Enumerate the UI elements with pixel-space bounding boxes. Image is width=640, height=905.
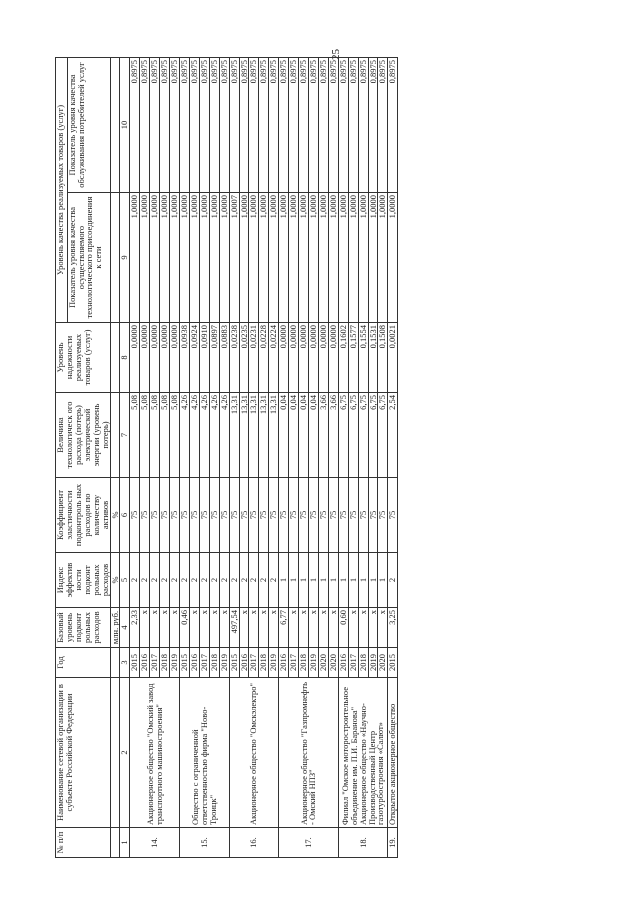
reliability: 0,1531	[368, 323, 378, 393]
efficiency-index: 2	[388, 553, 398, 608]
efficiency-index: 2	[160, 553, 170, 608]
loss-level: 3,66	[328, 393, 338, 478]
org-number: 19.	[388, 828, 398, 858]
base-level: х	[160, 608, 170, 648]
reliability: 0,1508	[378, 323, 388, 393]
quality-service: 0,8975	[239, 58, 249, 193]
quality-connection: 1,0000	[219, 193, 229, 323]
reliability: 0,0910	[199, 323, 209, 393]
loss-level: 0,04	[308, 393, 318, 478]
year: 2016	[279, 648, 289, 678]
year: 2019	[368, 648, 378, 678]
elasticity-coef: 75	[160, 478, 170, 553]
quality-service: 0,8975	[299, 58, 309, 193]
org-number: 16.	[229, 828, 279, 858]
quality-connection: 1,0000	[388, 193, 398, 323]
quality-service: 0,8975	[199, 58, 209, 193]
quality-service: 0,8975	[219, 58, 229, 193]
org-name: Открытое акционерное общество	[388, 678, 398, 828]
quality-connection: 1,0000	[348, 193, 358, 323]
elasticity-coef: 75	[170, 478, 180, 553]
year: 2018	[259, 648, 269, 678]
year: 2015	[179, 648, 189, 678]
reliability: 0,0000	[160, 323, 170, 393]
efficiency-index: 1	[328, 553, 338, 608]
quality-service: 0,8975	[289, 58, 299, 193]
base-level: х	[318, 608, 328, 648]
year: 2019	[269, 648, 279, 678]
elasticity-coef: 75	[289, 478, 299, 553]
base-level: х	[199, 608, 209, 648]
quality-service: 0,8975	[269, 58, 279, 193]
quality-connection: 1,0000	[150, 193, 160, 323]
loss-level: 13,31	[239, 393, 249, 478]
elasticity-coef: 75	[388, 478, 398, 553]
unit-base: млн. руб.	[110, 608, 120, 648]
reliability: 0,0238	[229, 323, 239, 393]
reliability: 0,1602	[338, 323, 348, 393]
efficiency-index: 2	[150, 553, 160, 608]
efficiency-index: 1	[299, 553, 309, 608]
org-number: 15.	[179, 828, 229, 858]
reliability: 0,0228	[259, 323, 269, 393]
elasticity-coef: 75	[368, 478, 378, 553]
org-name: Филиал "Омское моторостроительное объединение им. П.И. Баранова" Акционерное общество «Научно-Производственный Центр газотурбостроения «Салют»	[338, 678, 388, 828]
reliability: 0,0897	[209, 323, 219, 393]
efficiency-index: 2	[219, 553, 229, 608]
quality-connection: 1,0000	[130, 193, 140, 323]
loss-level: 4,26	[209, 393, 219, 478]
year: 2017	[348, 648, 358, 678]
header-loss: Величина технологическ ого расхода (потерь) электрической энергии (уровень потерь)	[56, 393, 111, 478]
quality-service: 0,8975	[179, 58, 189, 193]
loss-level: 0,04	[299, 393, 309, 478]
loss-level: 5,08	[140, 393, 150, 478]
quality-connection: 1,0000	[199, 193, 209, 323]
year: 2016	[189, 648, 199, 678]
org-name: Акционерное общество "Омский завод транспортного машиностроения"	[130, 678, 180, 828]
elasticity-coef: 75	[249, 478, 259, 553]
year: 2017	[199, 648, 209, 678]
base-level: х	[249, 608, 259, 648]
elasticity-coef: 75	[348, 478, 358, 553]
loss-level: 5,08	[160, 393, 170, 478]
reliability: 0,0000	[289, 323, 299, 393]
header-quality2: Показатель уровня качества обслуживания потребителей услуг	[67, 58, 110, 193]
base-level: х	[308, 608, 318, 648]
org-number: 14.	[130, 828, 180, 858]
year: 2015	[130, 648, 140, 678]
base-level: х	[299, 608, 309, 648]
base-level: х	[269, 608, 279, 648]
loss-level: 6,75	[338, 393, 348, 478]
quality-connection: 1,0000	[328, 193, 338, 323]
quality-service: 0,8975	[189, 58, 199, 193]
base-level: 497,54	[229, 608, 239, 648]
base-level: х	[150, 608, 160, 648]
quality-connection: 1,0000	[269, 193, 279, 323]
reliability: 0,0938	[179, 323, 189, 393]
header-name: Наименование сетевой организации в субъекте Российской Федерации	[56, 678, 111, 828]
table-row	[338, 58, 348, 858]
year: 2016	[338, 648, 348, 678]
elasticity-coef: 75	[358, 478, 368, 553]
efficiency-index: 2	[140, 553, 150, 608]
reliability: 0,0000	[150, 323, 160, 393]
quality-service: 0,8975	[130, 58, 140, 193]
quality-service: 0,8975	[140, 58, 150, 193]
quality-connection: 1,0000	[209, 193, 219, 323]
year: 2016	[140, 648, 150, 678]
year: 2020	[378, 648, 388, 678]
loss-level: 0,04	[289, 393, 299, 478]
year: 2017	[150, 648, 160, 678]
elasticity-coef: 75	[229, 478, 239, 553]
header-reliability: Уровень надежности реализуемых товаров (услуг)	[56, 323, 111, 393]
reliability: 0,0000	[130, 323, 140, 393]
reliability: 0,0000	[299, 323, 309, 393]
reliability: 0,0000	[279, 323, 289, 393]
loss-level: 6,75	[358, 393, 368, 478]
reliability: 0,0000	[308, 323, 318, 393]
elasticity-coef: 75	[239, 478, 249, 553]
elasticity-coef: 75	[328, 478, 338, 553]
efficiency-index: 2	[170, 553, 180, 608]
base-level: 2,33	[130, 608, 140, 648]
reliability: 0,0231	[249, 323, 259, 393]
base-level: х	[348, 608, 358, 648]
quality-service: 0,8975	[209, 58, 219, 193]
year: 2015	[229, 648, 239, 678]
table-row	[279, 58, 289, 858]
loss-level: 5,08	[150, 393, 160, 478]
efficiency-index: 2	[259, 553, 269, 608]
reliability: 0,1554	[358, 323, 368, 393]
quality-service: 0,8975	[378, 58, 388, 193]
efficiency-index: 2	[189, 553, 199, 608]
quality-connection: 1,0000	[189, 193, 199, 323]
quality-service: 0,8975	[150, 58, 160, 193]
year: 2020	[318, 648, 328, 678]
reliability: 0,0000	[328, 323, 338, 393]
quality-connection: 1,0000	[308, 193, 318, 323]
quality-connection: 1,0000	[368, 193, 378, 323]
base-level: х	[289, 608, 299, 648]
reliability: 0,1577	[348, 323, 358, 393]
quality-service: 0,8975	[348, 58, 358, 193]
loss-level: 0,04	[279, 393, 289, 478]
quality-connection: 1,0007	[229, 193, 239, 323]
column-numbers-row: 1 2 3 4 5 6 7 8 9 10	[120, 58, 130, 858]
quality-service: 0,8975	[170, 58, 180, 193]
quality-service: 0,8975	[308, 58, 318, 193]
elasticity-coef: 75	[259, 478, 269, 553]
efficiency-index: 2	[229, 553, 239, 608]
year: 2018	[358, 648, 368, 678]
year: 2019	[170, 648, 180, 678]
header-quality-group: Уровень качества реализуемых товаров (услуг)	[56, 58, 68, 323]
loss-level: 5,08	[130, 393, 140, 478]
base-level: х	[328, 608, 338, 648]
reliability: 0,0000	[140, 323, 150, 393]
efficiency-index: 1	[308, 553, 318, 608]
base-level: х	[259, 608, 269, 648]
year: 2016	[239, 648, 249, 678]
rotated-table-container	[55, 58, 610, 858]
year: 2018	[299, 648, 309, 678]
quality-connection: 1,0000	[179, 193, 189, 323]
unit-index: %	[110, 553, 120, 608]
quality-service: 0,8975	[318, 58, 328, 193]
base-level: х	[209, 608, 219, 648]
org-number: 17.	[279, 828, 339, 858]
page-number: 25	[330, 49, 342, 60]
header-coef: Коэффициент эластичности подконтроль ных расходов по количеству активов	[56, 478, 111, 553]
org-name: Общество с ограниченной ответственностью фирма "Ново-Троицк"	[179, 678, 229, 828]
loss-level: 6,75	[378, 393, 388, 478]
loss-level: 4,26	[199, 393, 209, 478]
year: 2017	[249, 648, 259, 678]
base-level: 6,77	[279, 608, 289, 648]
loss-level: 2,54	[388, 393, 398, 478]
quality-connection: 1,0000	[378, 193, 388, 323]
quality-connection: 1,0000	[338, 193, 348, 323]
quality-service: 0,8975	[388, 58, 398, 193]
reliability: 0,0000	[170, 323, 180, 393]
header-num: № п/п	[56, 828, 111, 858]
year: 2017	[289, 648, 299, 678]
efficiency-index: 2	[179, 553, 189, 608]
year: 2018	[160, 648, 170, 678]
base-level: х	[239, 608, 249, 648]
quality-connection: 1,0000	[140, 193, 150, 323]
elasticity-coef: 75	[299, 478, 309, 553]
efficiency-index: 2	[130, 553, 140, 608]
quality-service: 0,8975	[338, 58, 348, 193]
year: 2019	[219, 648, 229, 678]
year: 2015	[388, 648, 398, 678]
quality-connection: 1,0000	[299, 193, 309, 323]
reliability: 0,0000	[318, 323, 328, 393]
base-level: х	[140, 608, 150, 648]
org-name: Акционерное общество "Омскэлектро"	[229, 678, 279, 828]
reliability: 0,0224	[269, 323, 279, 393]
loss-level: 6,75	[348, 393, 358, 478]
elasticity-coef: 75	[378, 478, 388, 553]
table-row	[388, 58, 398, 858]
loss-level: 4,26	[179, 393, 189, 478]
efficiency-index: 2	[269, 553, 279, 608]
reliability: 0,0235	[239, 323, 249, 393]
efficiency-index: 2	[249, 553, 259, 608]
quality-service: 0,8975	[249, 58, 259, 193]
header-quality1: Показатель уровня качества осуществляемого технологического присоединения к сети	[67, 193, 110, 323]
elasticity-coef: 75	[219, 478, 229, 553]
elasticity-coef: 75	[140, 478, 150, 553]
header-base: Базовый уровень подконт рольных расходов	[56, 608, 111, 648]
base-level: 0,46	[179, 608, 189, 648]
base-level: 0,60	[338, 608, 348, 648]
loss-level: 13,31	[259, 393, 269, 478]
efficiency-index: 1	[279, 553, 289, 608]
elasticity-coef: 75	[338, 478, 348, 553]
base-level: х	[219, 608, 229, 648]
header-index: Индекс эффектив ности подконт рольных расходов	[56, 553, 111, 608]
quality-connection: 1,0000	[289, 193, 299, 323]
efficiency-index: 1	[368, 553, 378, 608]
table-body	[130, 58, 398, 858]
base-level: 3,25	[388, 608, 398, 648]
quality-service: 0,8975	[279, 58, 289, 193]
loss-level: 13,31	[249, 393, 259, 478]
year: 2019	[308, 648, 318, 678]
quality-service: 0,8975	[328, 58, 338, 193]
reliability: 0,0883	[219, 323, 229, 393]
loss-level: 13,31	[229, 393, 239, 478]
quality-connection: 1,0000	[279, 193, 289, 323]
efficiency-index: 1	[378, 553, 388, 608]
loss-level: 4,26	[219, 393, 229, 478]
elasticity-coef: 75	[209, 478, 219, 553]
efficiency-index: 2	[239, 553, 249, 608]
efficiency-index: 1	[348, 553, 358, 608]
base-level: х	[358, 608, 368, 648]
efficiency-index: 2	[209, 553, 219, 608]
year: 2020	[328, 648, 338, 678]
quality-service: 0,8975	[368, 58, 378, 193]
elasticity-coef: 75	[279, 478, 289, 553]
reliability: 0,0924	[189, 323, 199, 393]
efficiency-index: 2	[199, 553, 209, 608]
quality-service: 0,8975	[160, 58, 170, 193]
base-level: х	[170, 608, 180, 648]
efficiency-index: 1	[358, 553, 368, 608]
org-number: 18.	[338, 828, 388, 858]
elasticity-coef: 75	[269, 478, 279, 553]
elasticity-coef: 75	[189, 478, 199, 553]
base-level: х	[378, 608, 388, 648]
quality-connection: 1,0000	[358, 193, 368, 323]
unit-coef: %	[110, 478, 120, 553]
base-level: х	[368, 608, 378, 648]
elasticity-coef: 75	[179, 478, 189, 553]
data-table	[55, 57, 398, 858]
quality-service: 0,8975	[259, 58, 269, 193]
table-row	[229, 58, 239, 858]
loss-level: 4,26	[189, 393, 199, 478]
org-name: Акционерное общество "Газпромнефть - Омский НПЗ"	[279, 678, 339, 828]
quality-connection: 1,0000	[170, 193, 180, 323]
quality-connection: 1,0000	[259, 193, 269, 323]
header-year: Год	[56, 648, 111, 678]
efficiency-index: 1	[318, 553, 328, 608]
elasticity-coef: 75	[150, 478, 160, 553]
quality-service: 0,8975	[229, 58, 239, 193]
reliability: 0,0021	[388, 323, 398, 393]
loss-level: 3,66	[318, 393, 328, 478]
efficiency-index: 1	[338, 553, 348, 608]
efficiency-index: 1	[289, 553, 299, 608]
base-level: х	[189, 608, 199, 648]
elasticity-coef: 75	[318, 478, 328, 553]
table-row	[179, 58, 189, 858]
loss-level: 13,31	[269, 393, 279, 478]
elasticity-coef: 75	[130, 478, 140, 553]
loss-level: 5,08	[170, 393, 180, 478]
quality-connection: 1,0000	[239, 193, 249, 323]
quality-connection: 1,0000	[318, 193, 328, 323]
year: 2018	[209, 648, 219, 678]
loss-level: 6,75	[368, 393, 378, 478]
quality-service: 0,8975	[358, 58, 368, 193]
quality-connection: 1,0000	[249, 193, 259, 323]
table-row	[130, 58, 140, 858]
quality-connection: 1,0000	[160, 193, 170, 323]
elasticity-coef: 75	[308, 478, 318, 553]
elasticity-coef: 75	[199, 478, 209, 553]
